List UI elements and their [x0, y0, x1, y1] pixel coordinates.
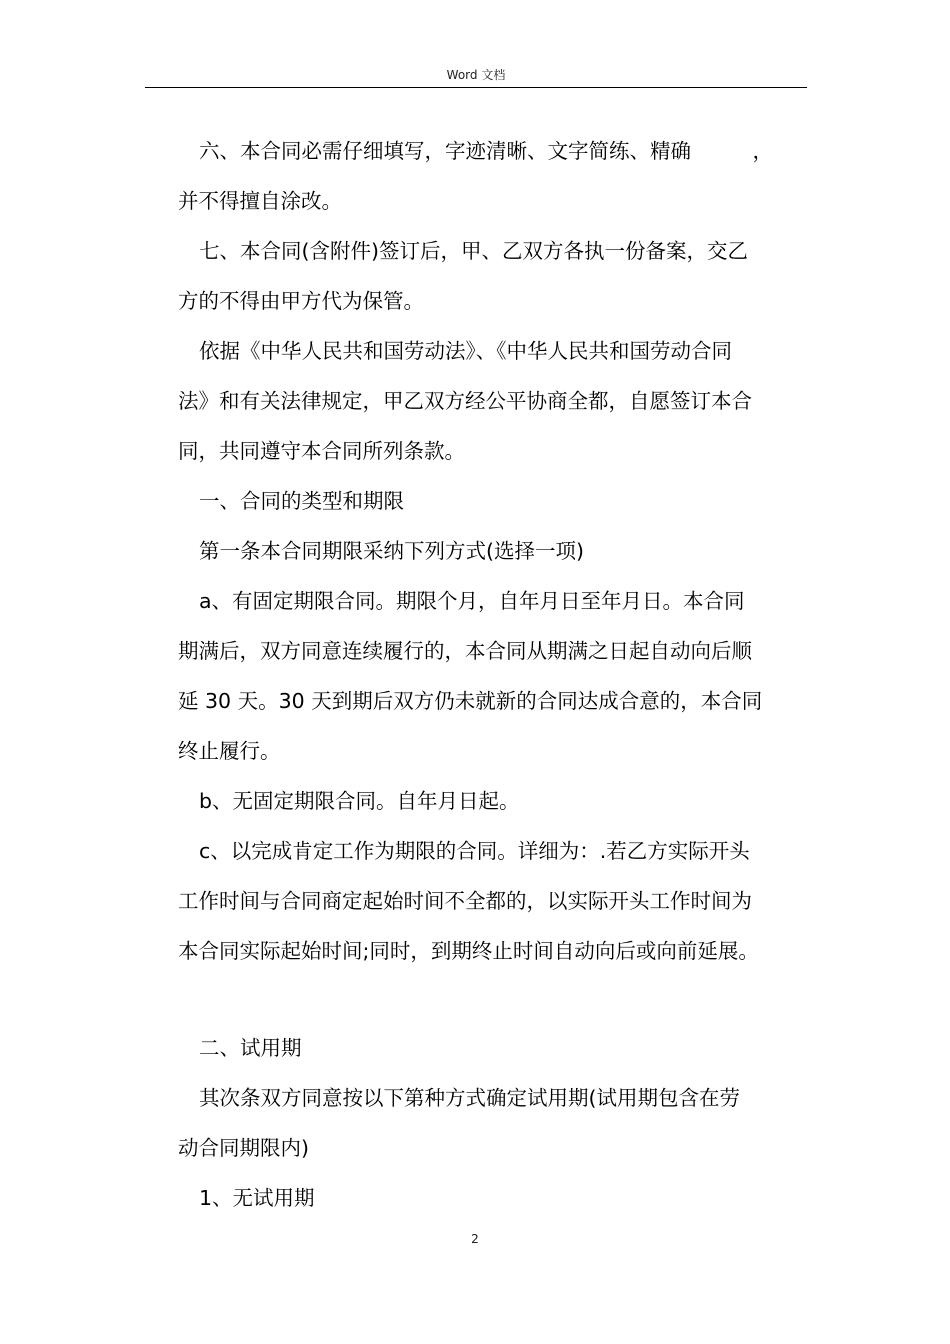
paragraph-line: 同，共同遵守本合同所列条款。: [178, 439, 465, 463]
paragraph-line: 工作时间与合同商定起始时间不全都的，以实际开头工作时间为: [178, 889, 752, 913]
paragraph-line: 其次条双方同意按以下第种方式确定试用期(试用期包含在劳: [199, 1086, 740, 1110]
paragraph-line: 并不得擅自涂改。: [178, 189, 342, 213]
paragraph-line: c、以完成肯定工作为期限的合同。详细为：.若乙方实际开头: [199, 839, 750, 863]
paragraph-line: 本合同实际起始时间;同时，到期终止时间自动向后或向前延展。: [178, 939, 759, 963]
paragraph-line: 延 30 天。30 天到期后双方仍未就新的合同达成合意的，本合同: [178, 689, 763, 713]
page-header: Word 文档: [446, 68, 506, 82]
paragraph-line: 方的不得由甲方代为保管。: [178, 289, 424, 313]
header-divider: [145, 87, 807, 88]
paragraph-line: 七、本合同(含附件)签订后，甲、乙双方各执一份备案，交乙: [199, 239, 748, 263]
section-heading: 二、试用期: [199, 1036, 302, 1060]
paragraph-line: 第一条本合同期限采纳下列方式(选择一项): [199, 539, 584, 563]
paragraph-line: 终止履行。: [178, 739, 281, 763]
section-heading: 一、合同的类型和期限: [199, 489, 404, 513]
paragraph-line: 动合同期限内): [178, 1136, 309, 1160]
paragraph-line: 1、无试用期: [199, 1186, 315, 1210]
paragraph-line: 期满后，双方同意连续履行的，本合同从期满之日起自动向后顺: [178, 639, 752, 663]
paragraph-line: 六、本合同必需仔细填写，字迹清晰、文字简练、精确 ，: [199, 139, 773, 163]
page-number: 2: [471, 1232, 479, 1246]
paragraph-line: a、有固定期限合同。期限个月，自年月日至年月日。本合同: [199, 589, 745, 613]
paragraph-line: 依据《中华人民共和国劳动法》、《中华人民共和国劳动合同: [199, 339, 732, 363]
paragraph-line: 法》和有关法律规定，甲乙双方经公平协商全都，自愿签订本合: [178, 389, 752, 413]
paragraph-line: b、无固定期限合同。自年月日起。: [199, 789, 520, 813]
